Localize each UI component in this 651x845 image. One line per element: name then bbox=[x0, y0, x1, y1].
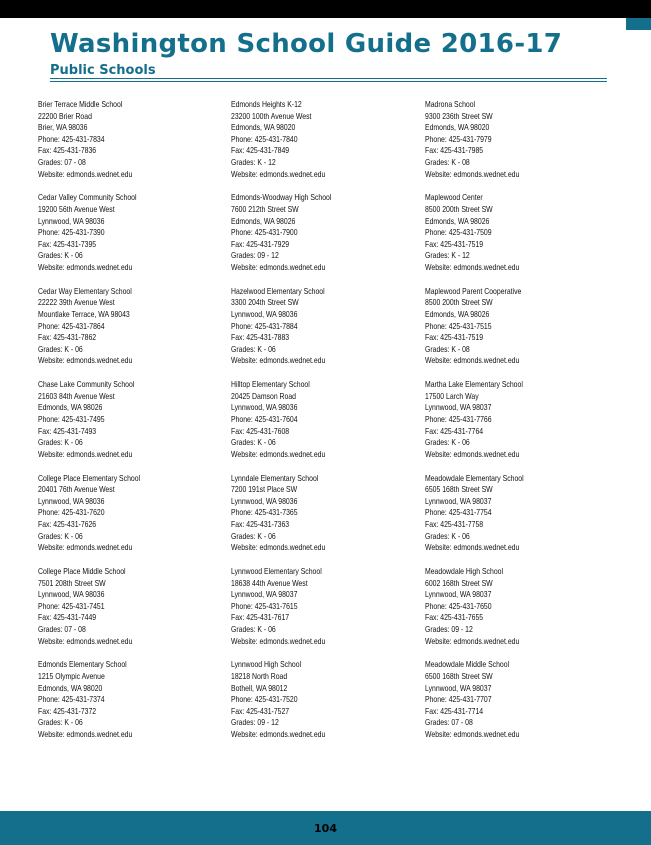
school-fax: Fax: 425-431-7758 bbox=[425, 519, 484, 529]
school-grades: Grades: 07 - 08 bbox=[38, 157, 86, 167]
school-website: Website: edmonds.wednet.edu bbox=[38, 356, 133, 366]
school-city: Edmonds, WA 98026 bbox=[425, 216, 490, 226]
school-city: Lynnwood, WA 98037 bbox=[425, 683, 492, 693]
listing-column-2 bbox=[231, 99, 421, 753]
school-address: 7200 191st Place SW bbox=[231, 485, 298, 495]
school-website: Website: edmonds.wednet.edu bbox=[231, 356, 326, 366]
school-city: Edmonds, WA 98020 bbox=[425, 123, 490, 133]
school-name: Maplewood Center bbox=[425, 193, 483, 203]
page-subtitle: Public Schools bbox=[50, 63, 156, 78]
school-fax: Fax: 425-431-7527 bbox=[231, 706, 290, 716]
school-name: Cedar Way Elementary School bbox=[38, 286, 132, 296]
school-fax: Fax: 425-431-7985 bbox=[425, 146, 484, 156]
school-fax: Fax: 425-431-7714 bbox=[425, 706, 484, 716]
school-website: Website: edmonds.wednet.edu bbox=[231, 543, 326, 553]
school-entry bbox=[38, 379, 228, 472]
school-entry bbox=[425, 379, 615, 472]
school-entry bbox=[231, 379, 421, 472]
school-phone: Phone: 425-431-7707 bbox=[425, 695, 492, 705]
school-fax: Fax: 425-431-7493 bbox=[38, 426, 97, 436]
school-address: 23200 100th Avenue West bbox=[231, 111, 312, 121]
school-phone: Phone: 425-431-7620 bbox=[38, 508, 105, 518]
school-entry bbox=[231, 99, 421, 192]
school-name: Meadowdale Middle School bbox=[425, 660, 510, 670]
school-entry bbox=[38, 99, 228, 192]
school-name: College Place Elementary School bbox=[38, 473, 141, 483]
school-name: Edmonds Elementary School bbox=[38, 660, 127, 670]
school-address: 20425 Damson Road bbox=[231, 391, 297, 401]
school-address: 20401 76th Avenue West bbox=[38, 485, 115, 495]
school-phone: Phone: 425-431-7509 bbox=[425, 228, 492, 238]
school-website: Website: edmonds.wednet.edu bbox=[425, 449, 520, 459]
school-address: 7600 212th Street SW bbox=[231, 204, 299, 214]
school-grades: Grades: K - 12 bbox=[425, 251, 470, 261]
page-title: Washington School Guide 2016-17 bbox=[50, 29, 563, 59]
school-name: Cedar Valley Community School bbox=[38, 193, 137, 203]
school-phone: Phone: 425-431-7615 bbox=[231, 601, 298, 611]
school-entry bbox=[425, 99, 615, 192]
school-phone: Phone: 425-431-7374 bbox=[38, 695, 105, 705]
school-grades: Grades: K - 08 bbox=[425, 157, 470, 167]
school-city: Edmonds, WA 98026 bbox=[38, 403, 103, 413]
school-address: 21603 84th Avenue West bbox=[38, 391, 115, 401]
school-name: Brier Terrace Middle School bbox=[38, 100, 123, 109]
school-phone: Phone: 425-431-7900 bbox=[231, 228, 298, 238]
school-website: Website: edmonds.wednet.edu bbox=[231, 729, 326, 739]
school-name: Lynnwood High School bbox=[231, 660, 302, 670]
school-grades: Grades: K - 06 bbox=[425, 438, 470, 448]
school-fax: Fax: 425-431-7363 bbox=[231, 519, 290, 529]
school-phone: Phone: 425-431-7495 bbox=[38, 414, 105, 424]
school-address: 1215 Olympic Avenue bbox=[38, 671, 105, 681]
school-website: Website: edmonds.wednet.edu bbox=[425, 356, 520, 366]
school-phone: Phone: 425-431-7604 bbox=[231, 414, 298, 424]
school-entry bbox=[38, 566, 228, 659]
school-name: Edmonds Heights K-12 bbox=[231, 100, 302, 109]
top-black-bar bbox=[0, 0, 651, 18]
school-address: 6500 168th Street SW bbox=[425, 671, 493, 681]
listing-column-3 bbox=[425, 99, 615, 753]
school-website: Website: edmonds.wednet.edu bbox=[38, 169, 133, 179]
school-entry bbox=[231, 286, 421, 379]
school-entry bbox=[231, 566, 421, 659]
school-name: Lynnwood Elementary School bbox=[231, 566, 322, 576]
school-city: Edmonds, WA 98020 bbox=[38, 683, 103, 693]
school-city: Lynnwood, WA 98037 bbox=[425, 496, 492, 506]
school-grades: Grades: K - 06 bbox=[38, 251, 83, 261]
school-phone: Phone: 425-431-7650 bbox=[425, 601, 492, 611]
top-accent-tab bbox=[626, 18, 651, 30]
school-grades: Grades: K - 06 bbox=[425, 531, 470, 541]
school-grades: Grades: 09 - 12 bbox=[231, 251, 279, 261]
school-fax: Fax: 425-431-7608 bbox=[231, 426, 290, 436]
school-phone: Phone: 425-431-7840 bbox=[231, 134, 298, 144]
school-name: College Place Middle School bbox=[38, 566, 126, 576]
school-city: Lynnwood, WA 98036 bbox=[231, 403, 298, 413]
school-city: Lynnwood, WA 98036 bbox=[38, 216, 105, 226]
school-fax: Fax: 425-431-7836 bbox=[38, 146, 97, 156]
school-website: Website: edmonds.wednet.edu bbox=[425, 636, 520, 646]
school-phone: Phone: 425-431-7834 bbox=[38, 134, 105, 144]
school-website: Website: edmonds.wednet.edu bbox=[231, 262, 326, 272]
school-phone: Phone: 425-431-7390 bbox=[38, 228, 105, 238]
school-city: Bothell, WA 98012 bbox=[231, 683, 288, 693]
school-fax: Fax: 425-431-7883 bbox=[231, 333, 290, 343]
school-city: Lynnwood, WA 98037 bbox=[425, 590, 492, 600]
school-website: Website: edmonds.wednet.edu bbox=[38, 449, 133, 459]
school-address: 17500 Larch Way bbox=[425, 391, 479, 401]
school-city: Mountlake Terrace, WA 98043 bbox=[38, 309, 130, 319]
school-website: Website: edmonds.wednet.edu bbox=[425, 729, 520, 739]
school-entry bbox=[38, 192, 228, 285]
school-name: Meadowdale Elementary School bbox=[425, 473, 524, 483]
school-entry bbox=[425, 192, 615, 285]
school-name: Meadowdale High School bbox=[425, 566, 504, 576]
school-entry bbox=[38, 286, 228, 379]
school-grades: Grades: 09 - 12 bbox=[425, 624, 473, 634]
school-phone: Phone: 425-431-7884 bbox=[231, 321, 298, 331]
school-fax: Fax: 425-431-7929 bbox=[231, 239, 290, 249]
school-city: Lynnwood, WA 98036 bbox=[38, 590, 105, 600]
school-address: 18638 44th Avenue West bbox=[231, 578, 308, 588]
school-name: Martha Lake Elementary School bbox=[425, 380, 523, 390]
footer-bar bbox=[0, 811, 651, 845]
school-name: Edmonds-Woodway High School bbox=[231, 193, 332, 203]
school-city: Brier, WA 98036 bbox=[38, 123, 88, 133]
school-phone: Phone: 425-431-7864 bbox=[38, 321, 105, 331]
school-grades: Grades: K - 06 bbox=[231, 438, 276, 448]
school-phone: Phone: 425-431-7979 bbox=[425, 134, 492, 144]
school-grades: Grades: K - 06 bbox=[231, 531, 276, 541]
school-website: Website: edmonds.wednet.edu bbox=[38, 636, 133, 646]
school-fax: Fax: 425-431-7655 bbox=[425, 613, 484, 623]
school-phone: Phone: 425-431-7515 bbox=[425, 321, 492, 331]
school-entry bbox=[425, 286, 615, 379]
school-fax: Fax: 425-431-7849 bbox=[231, 146, 290, 156]
school-address: 8500 200th Street SW bbox=[425, 204, 493, 214]
school-entry bbox=[425, 659, 615, 752]
school-address: 8500 200th Street SW bbox=[425, 298, 493, 308]
school-fax: Fax: 425-431-7764 bbox=[425, 426, 484, 436]
school-entry bbox=[38, 473, 228, 566]
school-address: 22222 39th Avenue West bbox=[38, 298, 115, 308]
header-rule-top bbox=[50, 78, 607, 79]
school-entry bbox=[425, 566, 615, 659]
school-grades: Grades: 07 - 08 bbox=[425, 718, 473, 728]
school-entry bbox=[231, 473, 421, 566]
school-grades: Grades: K - 12 bbox=[231, 157, 276, 167]
school-city: Lynnwood, WA 98037 bbox=[425, 403, 492, 413]
school-fax: Fax: 425-431-7862 bbox=[38, 333, 97, 343]
page-number: 104 bbox=[314, 822, 337, 835]
school-phone: Phone: 425-431-7754 bbox=[425, 508, 492, 518]
school-fax: Fax: 425-431-7372 bbox=[38, 706, 97, 716]
school-grades: Grades: K - 06 bbox=[38, 438, 83, 448]
school-website: Website: edmonds.wednet.edu bbox=[38, 543, 133, 553]
school-address: 19200 56th Avenue West bbox=[38, 204, 115, 214]
school-address: 7501 208th Street SW bbox=[38, 578, 106, 588]
school-website: Website: edmonds.wednet.edu bbox=[38, 262, 133, 272]
school-address: 18218 North Road bbox=[231, 671, 288, 681]
school-entry bbox=[425, 473, 615, 566]
school-website: Website: edmonds.wednet.edu bbox=[425, 262, 520, 272]
school-city: Edmonds, WA 98026 bbox=[231, 216, 296, 226]
school-name: Hazelwood Elementary School bbox=[231, 286, 325, 296]
school-address: 6505 168th Street SW bbox=[425, 485, 493, 495]
school-fax: Fax: 425-431-7519 bbox=[425, 333, 484, 343]
school-name: Chase Lake Community School bbox=[38, 380, 135, 390]
school-name: Madrona School bbox=[425, 100, 476, 109]
school-entry bbox=[231, 192, 421, 285]
school-grades: Grades: K - 06 bbox=[38, 344, 83, 354]
listing-column-1 bbox=[38, 99, 228, 753]
school-name: Lynndale Elementary School bbox=[231, 473, 319, 483]
school-website: Website: edmonds.wednet.edu bbox=[38, 729, 133, 739]
school-address: 22200 Brier Road bbox=[38, 111, 92, 121]
school-website: Website: edmonds.wednet.edu bbox=[231, 636, 326, 646]
school-fax: Fax: 425-431-7449 bbox=[38, 613, 97, 623]
school-fax: Fax: 425-431-7626 bbox=[38, 519, 97, 529]
school-city: Edmonds, WA 98020 bbox=[231, 123, 296, 133]
school-city: Edmonds, WA 98026 bbox=[425, 309, 490, 319]
school-website: Website: edmonds.wednet.edu bbox=[425, 543, 520, 553]
school-grades: Grades: K - 08 bbox=[425, 344, 470, 354]
school-city: Lynnwood, WA 98036 bbox=[231, 496, 298, 506]
school-grades: Grades: K - 06 bbox=[231, 344, 276, 354]
school-grades: Grades: 09 - 12 bbox=[231, 718, 279, 728]
school-name: Hilltop Elementary School bbox=[231, 380, 310, 390]
school-phone: Phone: 425-431-7520 bbox=[231, 695, 298, 705]
school-address: 6002 168th Street SW bbox=[425, 578, 493, 588]
school-city: Lynnwood, WA 98036 bbox=[38, 496, 105, 506]
school-grades: Grades: 07 - 08 bbox=[38, 624, 86, 634]
school-entry bbox=[38, 659, 228, 752]
school-website: Website: edmonds.wednet.edu bbox=[231, 169, 326, 179]
school-phone: Phone: 425-431-7365 bbox=[231, 508, 298, 518]
school-city: Lynnwood, WA 98037 bbox=[231, 590, 298, 600]
header-rule-bottom bbox=[50, 81, 607, 82]
school-address: 9300 236th Street SW bbox=[425, 111, 493, 121]
school-entry bbox=[231, 659, 421, 752]
school-fax: Fax: 425-431-7519 bbox=[425, 239, 484, 249]
school-city: Lynnwood, WA 98036 bbox=[231, 309, 298, 319]
school-fax: Fax: 425-431-7395 bbox=[38, 239, 97, 249]
school-website: Website: edmonds.wednet.edu bbox=[231, 449, 326, 459]
school-grades: Grades: K - 06 bbox=[38, 718, 83, 728]
school-grades: Grades: K - 06 bbox=[38, 531, 83, 541]
school-fax: Fax: 425-431-7617 bbox=[231, 613, 290, 623]
school-name: Maplewood Parent Cooperative bbox=[425, 286, 522, 296]
school-phone: Phone: 425-431-7451 bbox=[38, 601, 105, 611]
school-grades: Grades: K - 06 bbox=[231, 624, 276, 634]
school-website: Website: edmonds.wednet.edu bbox=[425, 169, 520, 179]
school-address: 3300 204th Street SW bbox=[231, 298, 299, 308]
school-phone: Phone: 425-431-7766 bbox=[425, 414, 492, 424]
